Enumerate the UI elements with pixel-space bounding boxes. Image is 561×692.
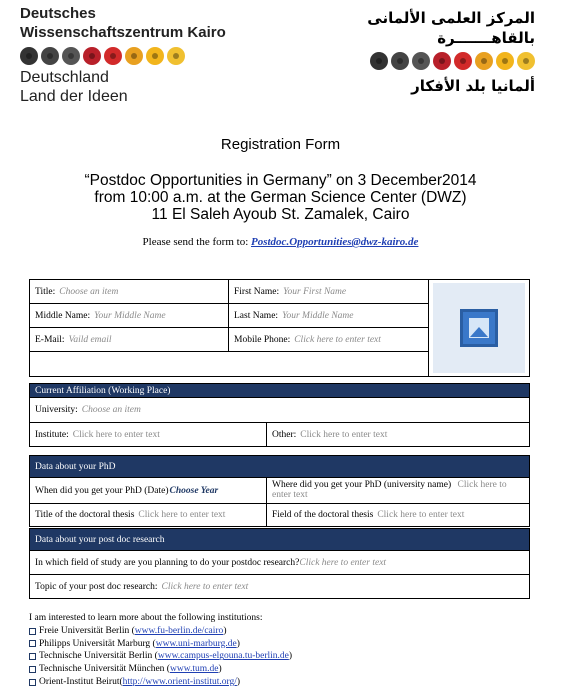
checkbox[interactable] [29,666,36,673]
institution-suffix: ) [223,625,227,636]
list-item [29,650,292,663]
institution-name: Technische Universität München ( [39,664,170,675]
middle-name-label: Middle Name: [35,310,91,321]
flower-icon [496,52,514,70]
event-line-1: “Postdoc Opportunities in Germany” on 3 December2014 [84,172,477,189]
flower-icon [83,47,101,65]
institution-link[interactable]: www.campus-elgouna.tu-berlin.de [157,651,289,662]
postdoc-field-label: In which field of study are you planning to do your postdoc research? [35,557,300,568]
dwz-logo-right [335,8,535,96]
middle-name-input[interactable]: Your Middle Name [94,310,166,321]
send-instruction [0,236,561,248]
institution-suffix: ) [288,651,293,662]
institution-name: Freie Universität Berlin ( [39,625,135,636]
flower-row-right [335,52,535,70]
last-name-field[interactable] [229,304,428,327]
flower-icon [125,47,143,65]
checkbox[interactable] [29,679,36,686]
thesis-title-label: Title of the doctoral thesis [35,510,135,520]
affiliation-header: Current Affiliation (Working Place) [29,383,530,398]
other-field[interactable] [267,423,529,446]
institution-suffix: ) [236,638,240,649]
flower-icon [41,47,59,65]
institution-suffix: ) [218,664,222,675]
logo-line-3: Deutschland [20,69,109,86]
event-info [0,172,561,223]
mobile-phone-label: Mobile Phone: [234,334,291,345]
image-icon [460,309,498,347]
page-title: Registration Form [220,136,341,153]
last-name-label: Last Name: [234,310,279,321]
event-line-2: from 10:00 a.m. at the German Science Center (DWZ) [94,189,467,206]
list-item [29,676,292,689]
first-name-label: First Name: [234,286,280,297]
phd-date-label: When did you get your PhD (Date) [35,485,169,496]
postdoc-header: Data about your post doc research [29,528,530,551]
flower-icon [412,52,430,70]
last-name-input[interactable]: Your Middle Name [282,310,354,321]
logo-line-4: Land der Ideen [20,88,128,105]
phd-header: Data about your PhD [29,455,530,478]
flower-icon [454,52,472,70]
email-field[interactable] [30,328,229,351]
flower-icon [391,52,409,70]
personal-data-table [29,279,530,377]
university-field[interactable] [30,398,529,422]
flower-icon [62,47,80,65]
university-label: University: [35,405,78,415]
phd-university-field[interactable] [267,478,529,503]
email-link[interactable]: Postdoc.Opportunities@dwz-kairo.de [251,236,419,248]
affiliation-table [29,383,530,447]
other-input[interactable]: Click here to enter text [300,429,388,440]
flower-icon [104,47,122,65]
phd-year-dropdown[interactable]: Choose Year [169,485,219,496]
phd-university-input[interactable]: Click here to enter text [272,480,507,500]
title-label: Title: [35,286,56,297]
list-item [29,638,292,651]
institute-field[interactable] [30,423,267,446]
mobile-phone-field[interactable] [229,328,428,351]
mobile-phone-input[interactable]: Click here to enter text [294,334,381,345]
flower-icon [146,47,164,65]
institution-link[interactable]: http://www.orient-institut.org/ [122,676,237,687]
institution-name: Technische Universität Berlin ( [39,651,158,662]
postdoc-topic-input[interactable]: Click here to enter text [161,581,249,592]
postdoc-topic-label: Topic of your post doc research: [35,581,158,592]
institute-label: Institute: [35,429,69,440]
title-dropdown[interactable]: Choose an item [59,286,119,297]
empty-cell [30,352,428,376]
flower-icon [517,52,535,70]
phd-table [29,455,530,527]
institution-suffix: ) [236,676,241,687]
institution-link[interactable]: www.uni-marburg.de [155,638,237,649]
flower-icon [433,52,451,70]
flower-row-left [20,47,270,65]
institution-link[interactable]: www.fu-berlin.de/cairo [134,625,224,636]
institution-link[interactable]: www.tum.de [169,664,219,675]
flower-icon [20,47,38,65]
thesis-field-field[interactable] [267,504,529,526]
list-item [29,663,292,676]
middle-name-field[interactable] [30,304,229,327]
arabic-line-3: ألمانيا بلد الأفكار [411,77,535,95]
checkbox[interactable] [29,628,36,635]
postdoc-field-input[interactable]: Click here to enter text [299,557,387,568]
logo-line-1: Deutsches [20,5,96,22]
email-label: E-Mail: [35,334,65,345]
thesis-field-input[interactable]: Click here to enter text [377,510,465,520]
university-dropdown[interactable]: Choose an item [81,405,141,415]
other-label: Other: [272,429,297,440]
first-name-input[interactable]: Your First Name [283,286,347,297]
event-line-3: 11 El Saleh Ayoub St. Zamalek, Cairo [151,206,410,223]
phd-university-label: Where did you get your PhD (university name) [272,480,452,490]
institution-name: Philipps Universität Marburg ( [39,638,156,649]
arabic-line-1: المركز العلمى الألمانى [367,9,535,27]
phd-date-field[interactable] [30,478,267,503]
send-prefix: Please send the form to: [142,236,251,248]
institutions-intro: I am interested to learn more about the following institutions: [29,613,263,623]
first-name-field[interactable] [229,280,428,303]
list-item [29,625,292,638]
flower-icon [475,52,493,70]
title-field[interactable] [30,280,229,303]
postdoc-table [29,528,530,599]
flower-icon [370,52,388,70]
checkbox[interactable] [29,653,36,660]
institute-input[interactable]: Click here to enter text [72,429,160,440]
institution-name: Orient-Institut Beirut( [39,676,123,687]
photo-box[interactable] [433,283,525,373]
dwz-logo-left [20,4,270,106]
postdoc-topic-field[interactable] [30,575,529,598]
thesis-title-input[interactable]: Click here to enter text [138,510,226,520]
photo-placeholder[interactable] [428,280,529,376]
flower-icon [167,47,185,65]
thesis-title-field[interactable] [30,504,267,526]
postdoc-field-field[interactable] [30,551,529,574]
checkbox[interactable] [29,640,36,647]
arabic-line-2: بالقاهـــــــرة [437,29,535,47]
logo-line-2: Wissenschaftszentrum Kairo [20,24,226,41]
institutions-list [29,612,292,689]
email-input[interactable]: Vaild email [68,334,112,345]
thesis-field-label: Field of the doctoral thesis [272,510,374,520]
